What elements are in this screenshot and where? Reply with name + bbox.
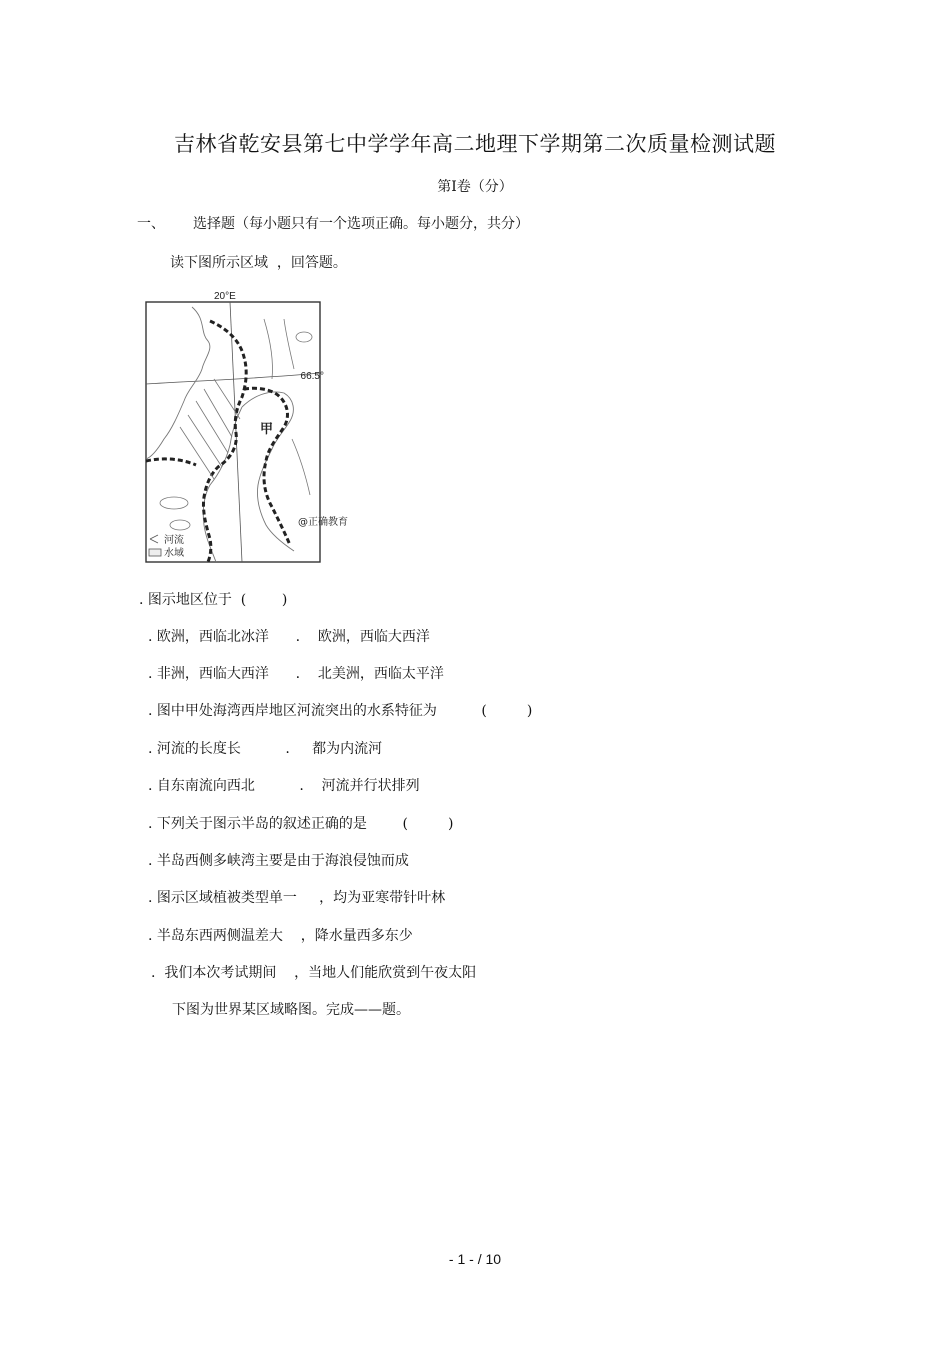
longitude-label: 20°E (214, 291, 236, 302)
map-intro-text: 读下图所示区域 ，回答题。 (170, 255, 347, 271)
question-2-option-ab: . 河流的长度长 . 都为内流河 (148, 741, 383, 757)
question-2-option-cd: . 自东南流向西北 . 河流并行状排列 (148, 778, 420, 794)
question-3-option-b: . 图示区域植被类型单一 ，均为亚寒带针叶林 (148, 890, 446, 906)
question-3-option-a: . 半岛西侧多峡湾主要是由于海浪侵蚀而成 (148, 853, 409, 869)
question-3-option-d: . 我们本次考试期间 ，当地人们能欣赏到午夜太阳 (151, 965, 477, 981)
section-heading: 选择题（每小题只有一个选项正确。每小题分，共分） (193, 216, 529, 232)
question-1: . 图示地区位于 ( ) (139, 592, 288, 608)
question-2: . 图中甲处海湾西岸地区河流突出的水系特征为 ( ) (148, 703, 533, 719)
gulf-label: 甲 (260, 422, 274, 437)
volume-heading: 第Ⅰ卷（分） (437, 179, 513, 195)
question-1-option-cd: . 非洲，西临大西洋 . 北美洲，西临太平洋 (148, 666, 444, 682)
page-number: - 1 - / 10 (448, 1251, 502, 1267)
question-3: . 下列关于图示半岛的叙述正确的是 ( ) (148, 816, 454, 832)
latitude-label: 66.5° (300, 371, 324, 382)
question-3-option-c: . 半岛东西两侧温差大 ，降水量西多东少 (148, 928, 413, 944)
document-title: 吉林省乾安县第七中学学年高二地理下学期第二次质量检测试题 (174, 132, 776, 156)
next-map-intro: 下图为世界某区域略图。完成——题。 (172, 1002, 410, 1018)
legend-water-icon (149, 549, 161, 556)
region-map (144, 289, 348, 565)
map-watermark: @正确教育 (298, 517, 348, 528)
section-number: 一、 (137, 216, 165, 232)
legend-water-label: 水域 (164, 548, 184, 559)
legend-river-label: 河流 (164, 535, 184, 546)
question-1-option-ab: . 欧洲，西临北冰洋 . 欧洲，西临大西洋 (148, 629, 430, 645)
